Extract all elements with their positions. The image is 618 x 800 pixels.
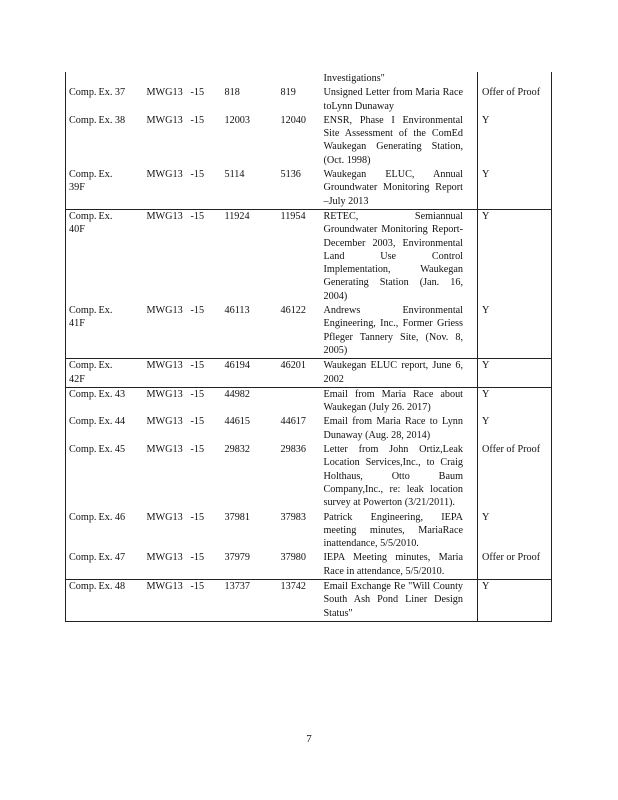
- document-code: MWG13: [146, 416, 183, 428]
- admitted-status: Offer of Proof: [478, 86, 552, 114]
- exhibit-description: Investigations": [323, 73, 385, 84]
- page-number: 7: [306, 733, 312, 745]
- document-code: MWG13: [147, 359, 191, 388]
- exhibit-description: Email from Maria Race to Lynn Dunaway (Aug. 28, 2014): [323, 416, 463, 441]
- exhibit-id-label: Comp. 41F: [66, 304, 99, 359]
- exhibit-id-label: Comp.: [66, 387, 99, 415]
- admitted-status: Y: [478, 387, 552, 415]
- bates-end: 46122: [280, 305, 306, 317]
- bates-start: 46194: [225, 359, 281, 388]
- admitted-status: Y: [478, 304, 552, 359]
- admitted-status: Y: [478, 415, 552, 443]
- bates-end: 29836: [280, 444, 306, 456]
- exhibit-row: [66, 443, 552, 510]
- exhibit-number: Ex. 37: [98, 87, 126, 99]
- exhibit-id-label: Comp.: [66, 86, 99, 114]
- document-suffix: -15: [191, 387, 225, 415]
- exhibit-id-label: Comp.: [66, 511, 99, 552]
- document-suffix: -15: [190, 114, 205, 126]
- exhibit-description: Waukegan ELUC, Annual Groundwater Monitoring Report –July 2013: [323, 169, 463, 207]
- exhibit-number: Ex. 38: [98, 114, 126, 126]
- bates-start: 29832: [224, 444, 250, 456]
- document-suffix: -15: [190, 169, 205, 181]
- document-code: MWG13: [146, 114, 183, 126]
- exhibit-description: Email from Maria Race about Waukegan (July 26. 2017): [324, 387, 478, 415]
- bates-start: 11924: [225, 209, 281, 304]
- exhibit-id-label: Comp. 39F: [66, 168, 99, 209]
- exhibit-id-label: Comp.: [66, 415, 99, 443]
- document-suffix: -15: [190, 444, 205, 456]
- exhibit-number: Ex. 45: [98, 444, 126, 456]
- bates-end: 44617: [280, 416, 306, 428]
- exhibit-id-label: Comp.: [66, 579, 99, 621]
- exhibit-id-label: Comp. 40F: [66, 209, 99, 304]
- bates-start: 46113: [224, 305, 250, 317]
- exhibit-table-body: [66, 72, 552, 621]
- exhibit-row: [66, 387, 552, 415]
- bates-start: 44615: [224, 416, 250, 428]
- bates-end: 5136: [280, 169, 301, 181]
- exhibit-row: [66, 168, 552, 209]
- bates-start: 37981: [224, 511, 250, 523]
- exhibit-number: Ex. 44: [98, 416, 126, 428]
- exhibit-number: Ex.: [98, 169, 113, 181]
- bates-end: [281, 72, 324, 86]
- exhibit-description: Email Exchange Re "Will County South Ash Pond Liner Design Status": [324, 579, 478, 621]
- bates-start: 5114: [224, 169, 245, 181]
- exhibit-description: ENSR, Phase I Environmental Site Assessment of the ComEd Waukegan Generating Station, (Oct. 1998): [323, 114, 463, 166]
- exhibit-description: Waukegan ELUC report, June 6, 2002: [324, 359, 478, 388]
- document-suffix: -15: [190, 305, 205, 317]
- exhibit-id-label: Comp.: [66, 551, 99, 579]
- exhibit-row: [66, 209, 552, 304]
- admitted-status: Y: [478, 168, 552, 209]
- exhibit-id-label: Comp.: [66, 114, 99, 168]
- document-suffix: -15: [190, 552, 205, 564]
- document-suffix: -15: [190, 416, 205, 428]
- document-code: MWG13: [147, 387, 191, 415]
- exhibit-number: Ex. 47: [98, 552, 126, 564]
- document-code: MWG13: [146, 305, 183, 317]
- bates-start: 37979: [224, 552, 250, 564]
- bates-end: 46201: [281, 359, 324, 388]
- exhibit-description: RETEC, Semiannual Groundwater Monitoring Report-December 2003, Environmental Land Use Control Implementation, Waukegan Generating Station (Jan. 16, 2004): [324, 209, 478, 304]
- bates-start: 44982: [225, 387, 281, 415]
- bates-end: 819: [280, 87, 296, 99]
- document-code: MWG13: [146, 87, 183, 99]
- exhibit-number: Ex.: [99, 359, 147, 388]
- exhibit-description: Letter from John Ortiz,Leak Location Services,Inc., to Craig Holthaus, Otto Baum Company,Inc., re: leak location survey at Powerton (3/21/2011).: [323, 444, 463, 509]
- exhibit-number: Ex. 48: [99, 579, 147, 621]
- exhibit-description: Andrews Environmental Engineering, Inc., Former Griess Pfleger Tannery Site, (Nov. 8, 2005): [323, 305, 463, 356]
- admitted-status: [478, 72, 552, 86]
- document-code: MWG13: [147, 579, 191, 621]
- document-suffix: -15: [190, 511, 205, 523]
- exhibit-number: Ex. 43: [99, 387, 147, 415]
- bates-start: [225, 72, 281, 86]
- document-suffix: [191, 72, 225, 86]
- document-code: [147, 72, 191, 86]
- admitted-status: Y: [478, 511, 552, 552]
- exhibit-number: Ex.: [98, 305, 113, 317]
- bates-end: 11954: [281, 209, 324, 304]
- exhibit-row: [66, 86, 552, 114]
- document-code: MWG13: [147, 209, 191, 304]
- exhibit-number: Ex.: [99, 209, 147, 304]
- document-code: MWG13: [146, 444, 183, 456]
- document-suffix: -15: [191, 209, 225, 304]
- bates-end: 37983: [280, 511, 306, 523]
- admitted-status: Y: [478, 209, 552, 304]
- document-code: MWG13: [146, 552, 183, 564]
- exhibit-number: Ex. 46: [98, 511, 126, 523]
- exhibit-row: [66, 511, 552, 552]
- exhibit-row: [66, 579, 552, 621]
- exhibit-row: [66, 551, 552, 579]
- bates-end: 13742: [281, 579, 324, 621]
- exhibit-row: [66, 415, 552, 443]
- bates-end: 12040: [280, 114, 306, 126]
- document-code: MWG13: [146, 169, 183, 181]
- exhibit-id-label: Comp.: [66, 443, 99, 510]
- admitted-status: Offer of Proof: [478, 443, 552, 510]
- exhibit-id-label: Comp. 42F: [66, 359, 99, 388]
- admitted-status: Y: [478, 359, 552, 388]
- bates-start: 818: [224, 87, 240, 99]
- bates-start: 13737: [225, 579, 281, 621]
- exhibit-table: [65, 72, 552, 622]
- admitted-status: Y: [478, 579, 552, 621]
- exhibit-number: [99, 72, 147, 86]
- exhibit-id-label: [66, 72, 99, 86]
- exhibit-row: [66, 72, 552, 86]
- admitted-status: Offer or Proof: [478, 551, 552, 579]
- bates-start: 12003: [224, 114, 250, 126]
- exhibit-description: IEPA Meeting minutes, Maria Race in attendance, 5/5/2010.: [323, 552, 463, 577]
- exhibit-row: [66, 304, 552, 359]
- exhibit-description: Unsigned Letter from Maria Race toLynn Dunaway: [323, 87, 463, 112]
- document-code: MWG13: [146, 511, 183, 523]
- bates-end: [281, 387, 324, 415]
- document-suffix: -15: [190, 87, 205, 99]
- admitted-status: Y: [478, 114, 552, 168]
- exhibit-description: Patrick Engineering, IEPA meeting minutes, MariaRace inattendance, 5/5/2010.: [323, 511, 463, 550]
- bates-end: 37980: [280, 552, 306, 564]
- exhibit-row: [66, 359, 552, 388]
- document-suffix: -15: [191, 359, 225, 388]
- exhibit-row: [66, 114, 552, 168]
- document-suffix: -15: [191, 579, 225, 621]
